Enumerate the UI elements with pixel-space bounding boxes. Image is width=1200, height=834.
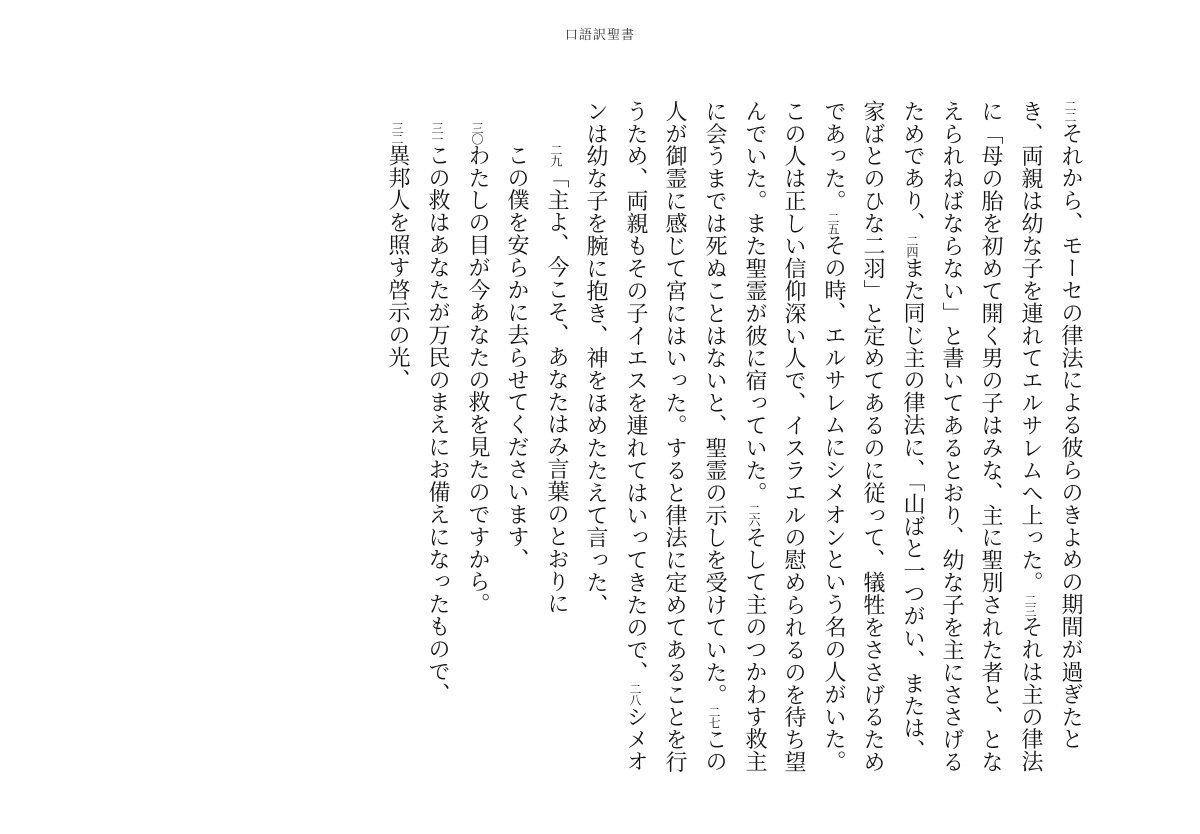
verse-text: そして主のつかわす救主に会うまでは死ぬことはないと、聖霊の示しを受けていた。 [702,100,767,773]
verse-text: この人が御霊に感じて宮にはいった。すると律法に定めてあることを行うため、両親もその子イエスを連れてはいってきたので、 [623,100,727,774]
verse-text: それは主の律法に「母の胎を初めて開く男の子はみな、主に聖別された者と、となえられねばならない」と書いてあるとおり、幼な子を主にささげるためであり、 [900,100,1043,774]
verse-number: 二四 [905,234,919,257]
verse-number: 三〇 [470,122,484,144]
verse-text: 異邦人を照す啓示の光、 [385,144,410,391]
verse-text: それから、モーセの律法による彼らのきよめの期間が過ぎたとき、両親は幼な子を連れてエルサレムへ上った。 [1018,100,1083,751]
verse-number: 二八 [628,683,642,706]
paragraph [576,100,1090,780]
paragraph [377,100,417,780]
verse-number: 二二 [1063,100,1077,122]
paragraph [457,100,497,780]
paragraph [497,100,536,780]
verse-number: 二九 [549,144,563,166]
verse-number: 二六 [747,503,761,526]
page-header-title: 口語訳聖書 [564,28,635,43]
verse-number: 三一 [430,122,444,144]
verse-number: 二七 [707,705,721,728]
verse-text: その時、エルサレムにシメオンという名の人がいた。この人は正しい信仰深い人で、イスラエルの慰められるのを待ち望んでいた。また聖霊が彼に宿っていた。 [742,100,846,774]
verse-text: わたしの目が今あなたの救を見たのですから。 [465,144,490,616]
scripture-text-column-area [130,100,1090,780]
verse-text: この僕を安らかに去らせてくださいます、 [504,144,529,571]
verse-number: 二三 [1023,593,1037,616]
verse-text: また同じ主の律法に、「山ばと一つがい、または、家ばとのひな二羽」と定めてあるのに従って、犠牲をささげるためであった。 [821,100,925,774]
verse-text: 「主よ、今こそ、あなたはみ言葉のとおりに [544,166,569,615]
paragraph [417,100,457,780]
paragraph [536,100,576,780]
verse-text: シメオンは幼な子を腕に抱き、神をほめたたえて言った、 [583,100,648,773]
verse-number: 二五 [826,212,840,235]
verse-text: この救はあなたが万民のまえにお備えになったもので、 [425,144,450,705]
verse-number: 三二 [390,122,404,144]
